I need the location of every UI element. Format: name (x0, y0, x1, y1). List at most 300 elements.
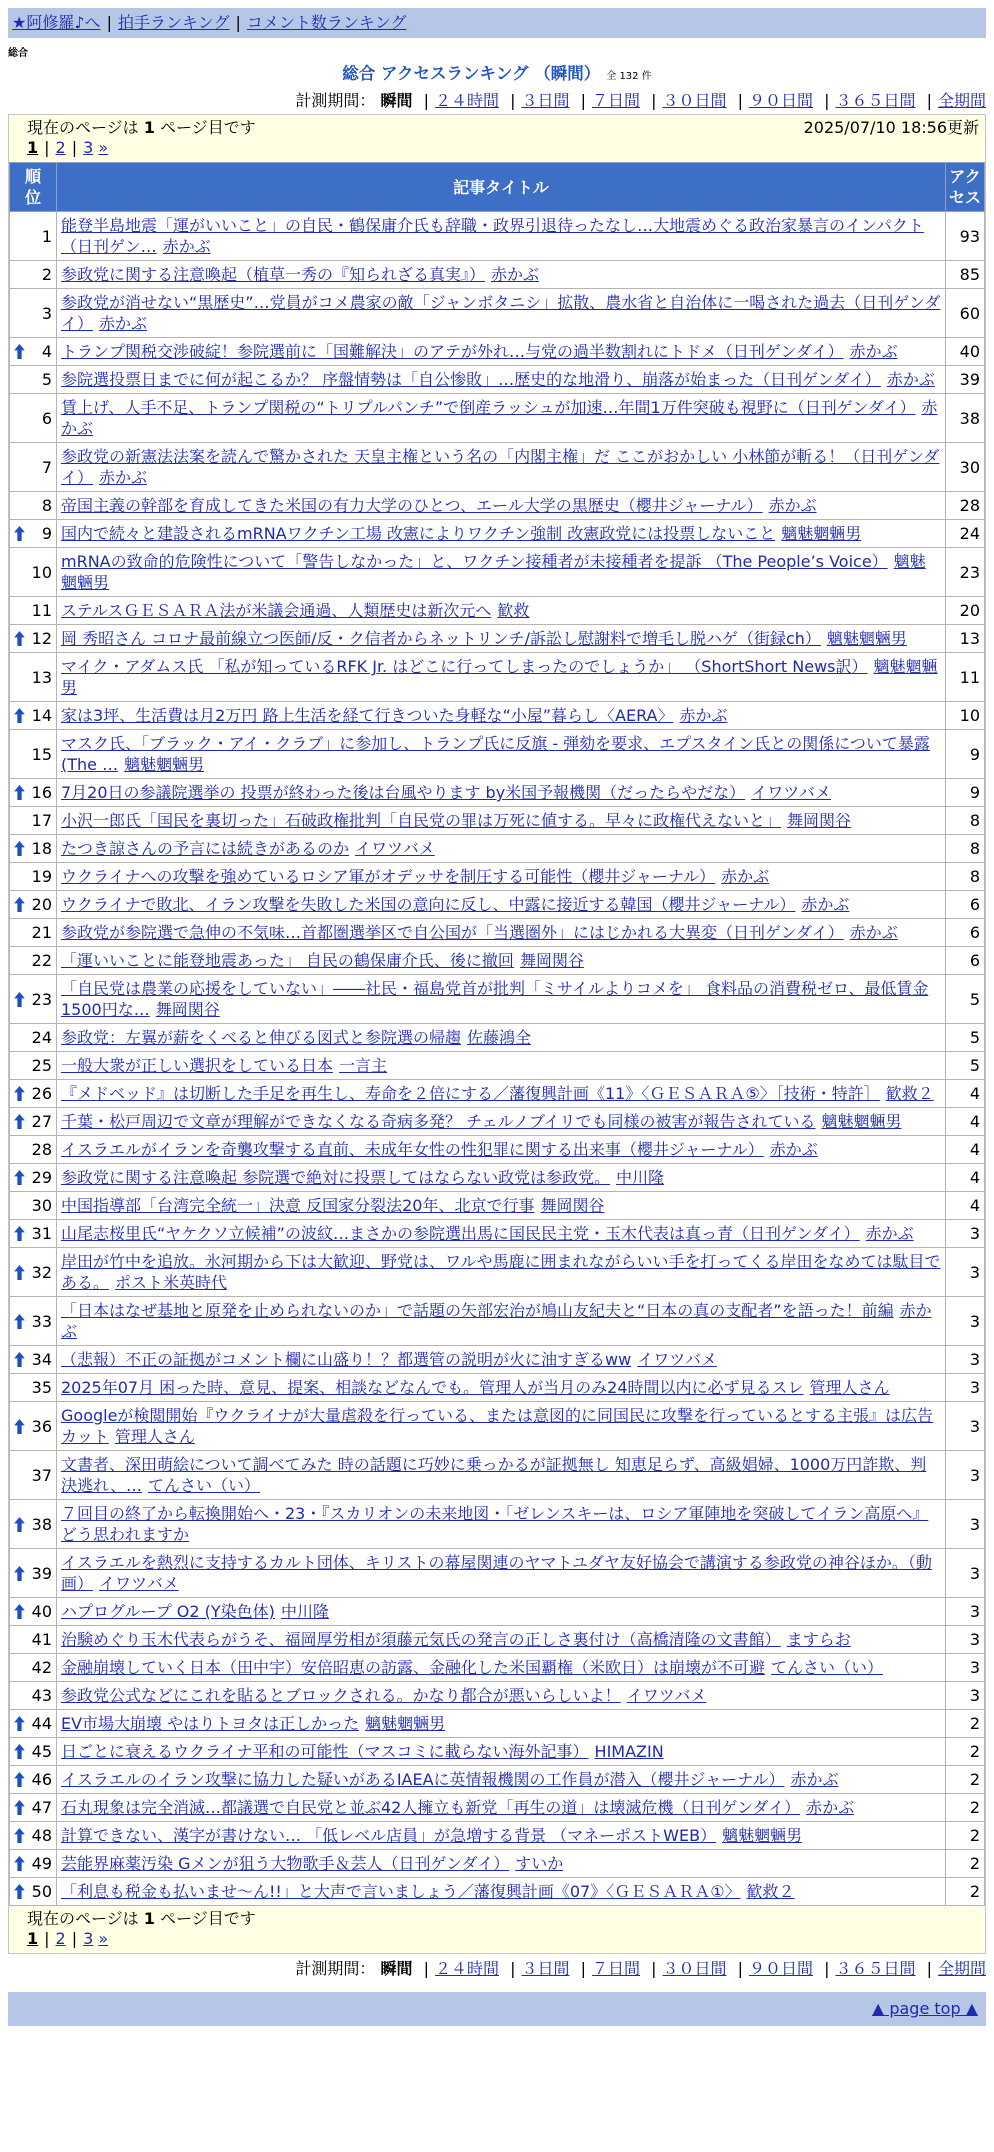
rank-wrap (14, 1601, 52, 1622)
period-link-all[interactable]: 全期間 (937, 1959, 986, 1978)
access-count: 2 (946, 1794, 985, 1822)
rank-number: 45 (31, 1742, 52, 1761)
article-link[interactable] (61, 1504, 928, 1544)
rank-cell (10, 1710, 57, 1738)
rank-cell (10, 1794, 57, 1822)
access-count: 8 (946, 807, 985, 835)
rank-wrap (14, 1825, 52, 1846)
article-title: トランプ関税交渉破綻！参院選前に「国難解決」のアテが外れ…与党の過半数割れにトドメ（日刊ゲンダイ） (61, 342, 844, 361)
rank-cell (10, 947, 57, 975)
article-title: mRNAの致命的危険性について「警告しなかった」と、ワクチン接種者が未接種者を提訴 （The People’s Voice） (61, 552, 888, 571)
rank-wrap (14, 562, 52, 583)
rising-arrow-icon (14, 785, 25, 800)
article-author: 舞岡関谷 (787, 811, 852, 830)
article-link[interactable] (61, 216, 924, 256)
period-selector-top (8, 90, 986, 112)
rank-number: 39 (31, 1563, 52, 1583)
access-count: 5 (946, 1052, 985, 1080)
rising-arrow-icon (14, 1856, 25, 1871)
ranking-box (8, 114, 986, 1954)
article-title: イスラエルのイラン攻撃に協力した疑いがあるIAEAに英情報機関の工作員が潜入（櫻井ジャーナル） (61, 1770, 785, 1789)
rank-cell (10, 653, 57, 702)
article-link[interactable] (61, 1455, 926, 1495)
rank-cell (10, 1766, 57, 1794)
article-author: 赤かぶ (886, 370, 935, 389)
rank-cell (10, 779, 57, 807)
article-link[interactable] (61, 342, 898, 361)
rising-arrow-icon (14, 1265, 25, 1280)
access-count: 3 (946, 1626, 985, 1654)
title-cell (57, 1878, 946, 1906)
article-author: 魑魅魍魎男 (124, 755, 205, 774)
article-link[interactable] (61, 657, 938, 697)
article-link[interactable] (61, 1140, 818, 1159)
rank-number: 40 (31, 1602, 52, 1621)
title-cell (57, 919, 946, 947)
article-link[interactable] (61, 1378, 890, 1397)
rank-cell (10, 625, 57, 653)
article-link[interactable] (61, 1602, 329, 1621)
rank-cell (10, 1248, 57, 1297)
rising-arrow-icon (14, 1314, 25, 1329)
article-author: 中川隆 (616, 1168, 665, 1187)
article-author: イワツバメ (626, 1686, 707, 1705)
title-cell (57, 730, 946, 779)
article-link[interactable] (61, 552, 926, 592)
ranking-body (10, 212, 985, 1906)
article-title: （悲報）不正の証拠がコメント欄に山盛り！？都選管の説明が火に油すぎるww (61, 1350, 632, 1369)
article-link[interactable] (61, 1714, 445, 1733)
nav-link-applause-ranking[interactable]: 拍手ランキング (117, 13, 230, 32)
pager-current-page: 1 (27, 138, 39, 157)
title-cell (57, 891, 946, 919)
rank-wrap (14, 1083, 52, 1104)
article-link[interactable] (61, 951, 584, 970)
rank-wrap (14, 950, 52, 971)
period-link-90d[interactable]: ９０日間 (748, 1959, 813, 1978)
access-count: 3 (946, 1374, 985, 1402)
article-title: 一般大衆が正しい選択をしている日本 (61, 1056, 334, 1075)
rank-cell (10, 1346, 57, 1374)
article-link[interactable] (61, 1798, 854, 1817)
article-author: イワツバメ (637, 1350, 717, 1369)
rank-wrap (14, 1465, 52, 1486)
period-separator: | (824, 91, 830, 110)
period-label: 計測期間： (295, 1959, 376, 1978)
ranking-row (10, 863, 985, 891)
article-link[interactable] (61, 1770, 838, 1789)
access-count: 20 (946, 597, 985, 625)
access-count: 6 (946, 891, 985, 919)
article-link[interactable] (61, 1056, 387, 1075)
rank-header-label: 順位 (24, 167, 41, 207)
rank-wrap (14, 922, 52, 943)
rank-cell (10, 1451, 57, 1500)
access-count: 3 (946, 1346, 985, 1374)
access-count: 3 (946, 1248, 985, 1297)
rank-number: 49 (31, 1854, 52, 1873)
access-count: 24 (946, 520, 985, 548)
article-title: 岸田が竹中を追放。氷河期から下は大歓迎、野党は、ワルや馬鹿に囲まれながらいい手を打ってくる岸田をなめては駄目である。 (61, 1252, 941, 1292)
article-title: 芸能界麻薬汚染 Gメンが狙う大物歌手＆芸人（日刊ゲンダイ） (61, 1854, 510, 1873)
article-link[interactable] (61, 1112, 902, 1131)
rank-wrap (14, 1139, 52, 1160)
pager-current-page: 1 (27, 1929, 39, 1948)
rank-cell (10, 289, 57, 338)
title-cell (57, 366, 946, 394)
page-top-link[interactable]: ▲ page top ▲ (871, 1999, 978, 2018)
title-cell (57, 1682, 946, 1710)
rank-wrap (14, 1416, 52, 1437)
nav-link-asyura-home[interactable]: ★阿修羅♪へ (12, 13, 101, 32)
rising-arrow-icon (14, 1716, 25, 1731)
ranking-row (10, 975, 985, 1024)
pager-next-link[interactable]: » (98, 138, 109, 157)
article-author: 赤かぶ (61, 1301, 932, 1341)
article-author: 魑魅魍魎男 (365, 1714, 446, 1733)
rank-number: 30 (31, 1196, 52, 1215)
article-author: イワツバメ (99, 1574, 179, 1593)
rank-number: 37 (31, 1465, 52, 1485)
ranking-row (10, 520, 985, 548)
pager-next-link[interactable]: » (98, 1929, 109, 1948)
rank-cell (10, 366, 57, 394)
pager-link-page-3[interactable]: 3 (83, 1929, 94, 1948)
rank-cell (10, 891, 57, 919)
article-link[interactable] (61, 1406, 933, 1446)
ranking-row (10, 289, 985, 338)
article-link[interactable] (61, 601, 529, 620)
rising-arrow-icon (14, 841, 25, 856)
rank-number: 3 (41, 303, 52, 323)
title-cell (57, 261, 946, 289)
rank-cell (10, 1654, 57, 1682)
article-title: 千葉・松戸周辺で文章が理解ができなくなる奇病多発？ チェルノブイリでも同様の被害が報告されている (61, 1112, 816, 1131)
title-cell (57, 1080, 946, 1108)
ranking-row (10, 891, 985, 919)
rank-number: 22 (31, 951, 52, 970)
ranking-row (10, 919, 985, 947)
ranking-row (10, 1024, 985, 1052)
rank-number: 5 (41, 370, 52, 389)
pager-link-page-2[interactable]: 2 (55, 138, 66, 157)
period-link-365d[interactable]: ３６５日間 (835, 1959, 916, 1978)
article-title: マイク・アダムス氏 「私が知っているRFK Jr. はどこに行ってしまったのでしょうか」 （ShortShort News訳） (61, 657, 868, 676)
article-author: イワツバメ (751, 783, 831, 802)
rank-wrap (14, 1514, 52, 1535)
rank-number: 24 (31, 1028, 52, 1047)
total-count: 全 132 件 (606, 71, 652, 82)
ranking-row (10, 1346, 985, 1374)
access-count: 4 (946, 1136, 985, 1164)
article-title: 参政党が参院選で急伸の不気味…首都圏選挙区で自公国が「当選圏外」にはじかれる大異変（日刊ゲンダイ） (61, 923, 844, 942)
ranking-row (10, 443, 985, 492)
article-author: 舞岡関谷 (519, 951, 584, 970)
article-link[interactable] (61, 1630, 851, 1649)
article-author: 歓救２ (746, 1882, 795, 1901)
title-cell (57, 1164, 946, 1192)
ranking-row (10, 394, 985, 443)
access-count: 3 (946, 1654, 985, 1682)
rank-wrap (14, 1629, 52, 1650)
period-separator: | (737, 91, 743, 110)
access-count: 38 (946, 394, 985, 443)
article-link[interactable] (61, 1168, 664, 1187)
ranking-row (10, 1682, 985, 1710)
period-separator: | (651, 1959, 657, 1978)
article-title: EV市場大崩壊 やはりトヨタは正しかった (61, 1714, 360, 1733)
article-author: てんさい（い） (147, 1476, 260, 1495)
rank-number: 50 (31, 1882, 52, 1901)
period-separator: | (580, 91, 586, 110)
article-link[interactable] (61, 811, 851, 830)
access-count: 4 (946, 1080, 985, 1108)
title-cell (57, 1402, 946, 1451)
title-cell (57, 492, 946, 520)
article-title: 能登半島地震「運がいいこと」の自民・鶴保庸介氏も辞職・政界引退待ったなし…大地震めぐる政治家暴言のインパクト（日刊ゲン… (61, 216, 924, 256)
ranking-row (10, 212, 985, 261)
period-link-7d[interactable]: ７日間 (591, 1959, 640, 1978)
article-link[interactable] (61, 293, 940, 333)
title-cell (57, 1500, 946, 1549)
article-title: 「運いいことに能登地震あった」 自民の鶴保庸介氏、後に撤回 (61, 951, 514, 970)
rank-wrap (14, 744, 52, 765)
rank-cell (10, 1024, 57, 1052)
article-link[interactable] (61, 895, 849, 914)
article-link[interactable] (61, 1350, 717, 1369)
ranking-row (10, 1549, 985, 1598)
title-cell (57, 807, 946, 835)
ranking-row (10, 1598, 985, 1626)
rank-wrap (14, 1349, 52, 1370)
rank-wrap (14, 408, 52, 429)
rank-number: 48 (31, 1826, 52, 1845)
rank-cell (10, 807, 57, 835)
article-author: 赤かぶ (162, 237, 211, 256)
article-link[interactable] (61, 1854, 563, 1873)
article-author: 中川隆 (280, 1602, 329, 1621)
period-link-365d[interactable]: ３６５日間 (835, 91, 916, 110)
rank-cell (10, 975, 57, 1024)
title-cell (57, 653, 946, 702)
period-separator: | (824, 1959, 830, 1978)
access-count: 40 (946, 338, 985, 366)
article-title: 計算できない、漢字が書けない… 「低レベル店員」が急増する背景 （マネーポストWEB） (61, 1826, 717, 1845)
article-link[interactable] (61, 1224, 914, 1243)
article-author: 赤かぶ (721, 867, 770, 886)
article-link[interactable] (61, 1028, 531, 1047)
rising-arrow-icon (14, 1352, 25, 1367)
article-author: 歓救 (497, 601, 530, 620)
article-author: 赤かぶ (99, 468, 148, 487)
rank-number: 43 (31, 1686, 52, 1705)
article-link[interactable] (61, 524, 861, 543)
rank-wrap (14, 495, 52, 516)
article-title: 岡 秀昭さん コロナ最前線立つ医師/反・ク信者からネットリンチ/訴訟し慰謝料で増毛し脱ハゲ（街録ch） (61, 629, 821, 648)
article-title: ウクライナへの攻撃を強めているロシア軍がオデッサを制圧する可能性（櫻井ジャーナル） (61, 867, 716, 886)
article-link[interactable] (61, 1882, 795, 1901)
rank-number: 33 (31, 1311, 52, 1331)
article-author: 赤かぶ (99, 314, 148, 333)
period-link-24h[interactable]: ２４時間 (434, 91, 499, 110)
article-author: イワツバメ (355, 839, 435, 858)
article-author: 魑魅魍魎男 (61, 552, 926, 592)
article-author: 赤かぶ (806, 1798, 855, 1817)
rank-cell (10, 1192, 57, 1220)
title-cell (57, 212, 946, 261)
article-author: 魑魅魍魎男 (821, 1112, 902, 1131)
rank-number: 15 (31, 744, 52, 764)
period-link-3d[interactable]: ３日間 (521, 91, 570, 110)
article-title: 賃上げ、人手不足、トランプ関税の“トリプルパンチ”で倒産ラッシュが加速…年間1万件突破も視野に（日刊ゲンダイ） (61, 398, 916, 417)
title-cell (57, 1451, 946, 1500)
article-link[interactable] (61, 1252, 941, 1292)
ranking-row (10, 1374, 985, 1402)
article-link[interactable] (61, 398, 937, 438)
title-header: 記事タイトル (57, 163, 946, 212)
rank-wrap (14, 1713, 52, 1734)
rank-wrap (14, 1881, 52, 1902)
article-link[interactable] (61, 1301, 932, 1341)
rank-cell (10, 1878, 57, 1906)
article-link[interactable] (61, 1196, 604, 1215)
rank-wrap (14, 1377, 52, 1398)
period-selector-bottom (8, 1958, 986, 1980)
rank-cell (10, 520, 57, 548)
rank-cell (10, 1374, 57, 1402)
article-link[interactable] (61, 979, 928, 1019)
article-link[interactable] (61, 1084, 934, 1103)
ranking-row (10, 597, 985, 625)
page-heading (8, 63, 986, 88)
article-link[interactable] (61, 734, 930, 774)
rank-wrap (14, 303, 52, 324)
rank-number: 19 (31, 867, 52, 886)
rank-wrap (14, 341, 52, 362)
article-link[interactable] (61, 370, 935, 389)
access-count: 8 (946, 863, 985, 891)
article-link[interactable] (61, 923, 898, 942)
period-link-30d[interactable]: ３０日間 (662, 1959, 727, 1978)
rising-arrow-icon (14, 992, 25, 1007)
period-link-3d[interactable]: ３日間 (521, 1959, 570, 1978)
title-cell (57, 1024, 946, 1052)
rising-arrow-icon (14, 1114, 25, 1129)
rank-cell (10, 702, 57, 730)
period-link-90d[interactable]: ９０日間 (748, 91, 813, 110)
article-title: 参政党：左翼が薪をくべると伸びる図式と参院選の帰趨 (61, 1028, 462, 1047)
access-count: 4 (946, 1192, 985, 1220)
rank-wrap (14, 810, 52, 831)
article-link[interactable] (61, 1742, 664, 1761)
rank-wrap (14, 1111, 52, 1132)
title-cell (57, 1710, 946, 1738)
rank-number: 35 (31, 1378, 52, 1397)
ranking-row (10, 653, 985, 702)
rank-wrap (14, 705, 52, 726)
article-author: 魑魅魍魎男 (61, 657, 938, 697)
pager-separator: | (44, 138, 50, 157)
access-count: 39 (946, 366, 985, 394)
ranking-row (10, 1710, 985, 1738)
rank-wrap (14, 1195, 52, 1216)
article-link[interactable] (61, 629, 907, 648)
article-link[interactable] (61, 706, 728, 725)
article-title: イスラエルがイランを奇襲攻撃する直前、未成年女性の性犯罪に関する出来事（櫻井ジャーナル） (61, 1140, 764, 1159)
period-link-7d[interactable]: ７日間 (591, 91, 640, 110)
article-author: 舞岡関谷 (155, 1000, 220, 1019)
article-title: 参政党が消せない“黒歴史”…党員がコメ農家の敵「ジャンボタニシ」拡散、農水省と自治体に一喝された過去（日刊ゲンダイ） (61, 293, 941, 333)
access-count: 2 (946, 1822, 985, 1850)
period-separator: | (926, 91, 932, 110)
article-title: 参政党の新憲法法案を読んで驚かされた 天皇主権という名の「内閣主権」だ ここがおかしい 小林節が斬る！（日刊ゲンダイ） (61, 447, 940, 487)
article-link[interactable] (61, 1686, 706, 1705)
period-separator: | (926, 1959, 932, 1978)
ranking-row (10, 1136, 985, 1164)
article-author: 赤かぶ (865, 1224, 914, 1243)
page-info-prefix: 現在のページは (27, 118, 139, 137)
ranking-row (10, 1080, 985, 1108)
updated-timestamp: 2025/07/10 18:56更新 (803, 118, 979, 137)
access-count: 3 (946, 1451, 985, 1500)
title-cell (57, 702, 946, 730)
article-link[interactable] (61, 867, 769, 886)
rank-cell (10, 1549, 57, 1598)
rank-header (10, 163, 57, 212)
ranking-row (10, 779, 985, 807)
period-separator: | (651, 91, 657, 110)
access-count: 93 (946, 212, 985, 261)
article-title: 『メドベッド』は切断した手足を再生し、寿命を２倍にする／藩復興計画《11》〈ＧＥＳＡＲＡ⑤〉［技術・特許］ (61, 1084, 880, 1103)
article-title: 「自民党は農業の応援をしていない」――社民・福島党首が批判「ミサイルよりコメを」 食料品の消費税ゼロ、最低賃金1500円な… (61, 979, 929, 1019)
pager-link-page-2[interactable]: 2 (55, 1929, 66, 1948)
article-link[interactable] (61, 1826, 802, 1845)
rising-arrow-icon (14, 1884, 25, 1899)
rank-wrap (14, 866, 52, 887)
rising-arrow-icon (14, 1419, 25, 1434)
title-cell (57, 338, 946, 366)
rank-cell (10, 1164, 57, 1192)
access-count: 4 (946, 1164, 985, 1192)
article-link[interactable] (61, 1658, 883, 1677)
period-link-24h[interactable]: ２４時間 (434, 1959, 499, 1978)
period-link-all[interactable]: 全期間 (937, 91, 986, 110)
title-cell (57, 1192, 946, 1220)
rank-wrap (14, 1563, 52, 1584)
rank-wrap (14, 628, 52, 649)
access-count: 3 (946, 1220, 985, 1248)
ranking-table (9, 162, 985, 1906)
title-cell (57, 1297, 946, 1346)
article-link[interactable] (61, 839, 435, 858)
nav-link-comment-ranking[interactable]: コメント数ランキング (246, 13, 407, 32)
pager-separator: | (44, 1929, 50, 1948)
article-link[interactable] (61, 265, 539, 284)
rank-number: 32 (31, 1262, 52, 1282)
article-link[interactable] (61, 447, 939, 487)
article-author: 赤かぶ (491, 265, 540, 284)
article-link[interactable] (61, 496, 817, 515)
top-nav-bar (8, 8, 986, 38)
article-link[interactable] (61, 1553, 932, 1593)
rank-wrap (14, 1167, 52, 1188)
article-author: 赤かぶ (790, 1770, 839, 1789)
pager-link-page-3[interactable]: 3 (83, 138, 94, 157)
period-link-30d[interactable]: ３０日間 (662, 91, 727, 110)
ranking-row (10, 1451, 985, 1500)
article-link[interactable] (61, 783, 831, 802)
article-author: すいか (515, 1854, 564, 1873)
